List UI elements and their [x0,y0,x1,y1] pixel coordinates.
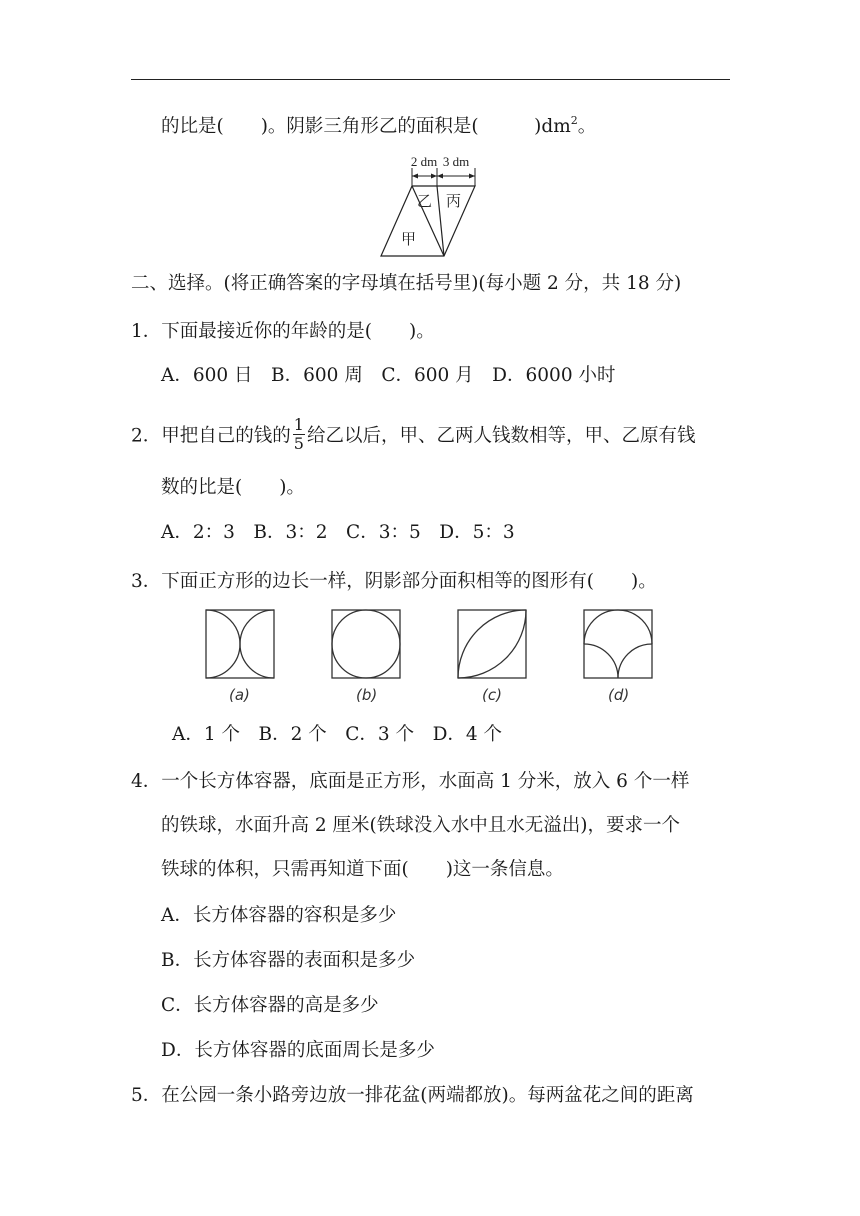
figure-label-c: (c) [482,686,502,704]
fraction-numerator: 1 [293,415,304,434]
question-4-option-a: A．长方体容器的容积是多少 [161,905,397,926]
prev-question-line [161,115,596,141]
question-4-line1: 4．一个长方体容器，底面是正方形，水面高 1 分米，放入 6 个一样 [131,771,690,792]
dim-left-label: 2 dm [410,154,438,169]
label-bing: 丙 [446,192,462,210]
fraction-one-fifth [293,416,305,453]
question-2-line2: 数的比是( )。 [161,477,305,498]
header-rule [131,79,730,80]
parallelogram-figure [375,150,485,262]
square-figure-a [205,609,275,681]
square-figure-d [583,609,653,681]
question-2-stem [131,415,696,455]
question-1-options: A．600 日 B．600 周 C．600 月 D．6000 小时 [161,365,616,386]
square-figure-c [457,609,527,681]
dim-right-label: 3 dm [442,154,470,169]
question-1-stem: 1．下面最接近你的年龄的是( )。 [131,321,435,342]
figure-label-d: (d) [608,686,630,704]
superscript-2: 2 [570,114,578,127]
question-3-options: A．1 个 B．2 个 C．3 个 D．4 个 [172,724,503,745]
question-4-option-c: C．长方体容器的高是多少 [161,995,379,1016]
question-4-line3: 铁球的体积，只需再知道下面( )这一条信息。 [161,859,564,880]
figure-label-a: (a) [229,686,250,704]
label-yi: 乙 [417,192,433,210]
question-2-options: A．2：3 B．3：2 C．3：5 D．5：3 [161,522,515,543]
question-2-text-b: 给乙以后，甲、乙两人钱数相等，甲、乙原有钱 [306,425,696,447]
question-4-line2: 的铁球，水面升高 2 厘米(铁球没入水中且水无溢出)，要求一个 [161,815,680,836]
period: 。 [577,116,597,137]
figure-label-b: (b) [356,686,378,704]
question-4-option-d: D．长方体容器的底面周长是多少 [161,1040,435,1061]
prev-question-text: 的比是( )。阴影三角形乙的面积是( )dm [161,116,571,137]
label-jia: 甲 [401,230,417,248]
section-heading: 二、选择。(将正确答案的字母填在括号里)(每小题 2 分，共 18 分) [131,273,682,294]
fraction-denominator: 5 [293,434,304,453]
question-4-option-b: B．长方体容器的表面积是多少 [161,950,416,971]
square-figure-b [331,609,401,681]
question-3-stem: 3．下面正方形的边长一样，阴影部分面积相等的图形有( )。 [131,571,657,592]
question-2-text-a: 2．甲把自己的钱的 [131,425,291,447]
question-5-line1: 5．在公园一条小路旁边放一排花盆(两端都放)。每两盆花之间的距离 [131,1085,694,1106]
